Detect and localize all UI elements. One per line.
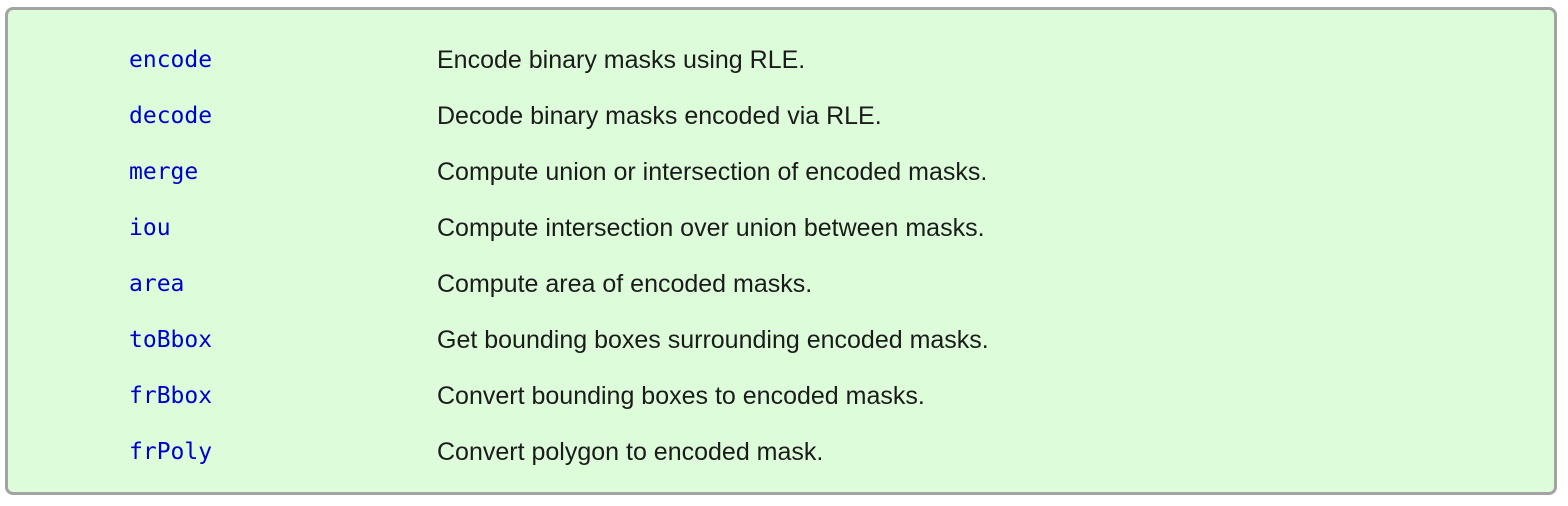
function-summary-table (5, 7, 1557, 495)
table-row (8, 32, 1554, 88)
function-link-merge[interactable]: merge (129, 159, 199, 185)
table-row (8, 200, 1554, 256)
function-link-iou[interactable]: iou (129, 215, 171, 241)
function-description: Compute union or intersection of encoded masks. (437, 158, 988, 186)
function-link-area[interactable]: area (129, 271, 185, 297)
function-link-frbbox[interactable]: frBbox (129, 383, 213, 409)
function-description: Compute intersection over union between masks. (437, 214, 985, 242)
function-description: Compute area of encoded masks. (437, 270, 813, 298)
function-link-decode[interactable]: decode (129, 103, 213, 129)
function-description: Decode binary masks encoded via RLE. (437, 102, 882, 130)
function-description: Get bounding boxes surrounding encoded masks. (437, 326, 989, 354)
function-description: Convert bounding boxes to encoded masks. (437, 382, 925, 410)
table-row (8, 424, 1554, 480)
table-row (8, 88, 1554, 144)
table-row (8, 368, 1554, 424)
function-link-frpoly[interactable]: frPoly (129, 439, 213, 465)
table-row (8, 144, 1554, 200)
function-link-tobbox[interactable]: toBbox (129, 327, 213, 353)
function-description: Convert polygon to encoded mask. (437, 438, 824, 466)
table-row (8, 256, 1554, 312)
function-link-encode[interactable]: encode (129, 47, 213, 73)
function-description: Encode binary masks using RLE. (437, 46, 806, 74)
table-row (8, 312, 1554, 368)
